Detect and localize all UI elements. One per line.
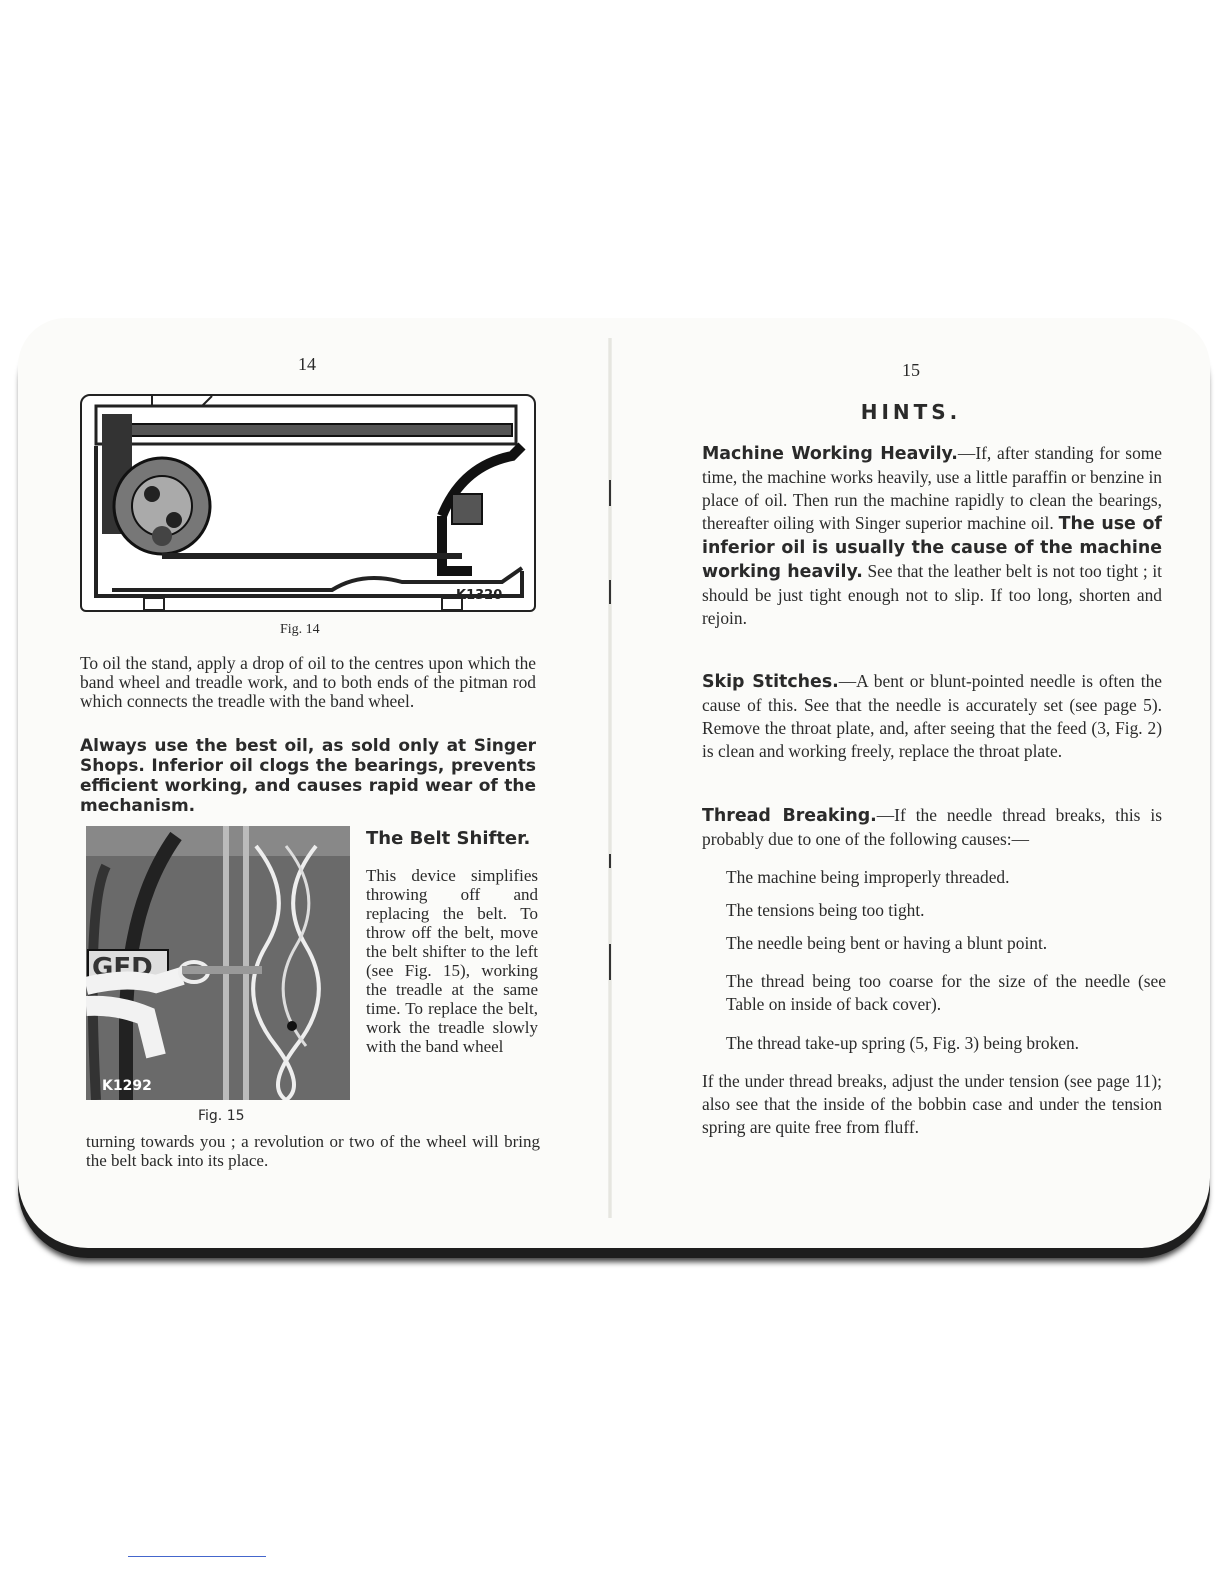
belt-shifter-photo [86, 826, 350, 1100]
figure-15-code: K1292 [102, 1078, 152, 1094]
left-page [18, 318, 608, 1248]
cause-item: The tensions being too tight. [726, 900, 925, 920]
page-number: 15 [902, 360, 920, 380]
machine-working-heavily-section [702, 442, 1162, 630]
gutter-mark [609, 854, 611, 868]
cause-item: The thread take-up spring (5, Fig. 3) being broken. [726, 1033, 1080, 1053]
hints-title: HINTS. [860, 400, 962, 424]
section-text: —If, after standing for some time, the machine works heavily, use a little paraffin or benzine in place of oil. Then run the machine rapidly to clean the bearings, thereafter oiling with Singer superior machine oil. [702, 443, 1163, 533]
open-booklet [18, 318, 1210, 1248]
thread-breaking-section [702, 804, 1162, 851]
cause-item: The thread being too coarse for the size of the needle (see Table on inside of back cover). [726, 971, 1166, 1014]
section-emphasis: The use of inferior oil is usually the cause of the machine working heavily. [702, 514, 1162, 582]
belt-shifter-text: This device simplifies throwing off and replacing the belt. To throw off the belt, move the belt shifter to the left (see Fig. 15), working the treadle at the same time. To replace the belt, work the treadle slowly with the band wheel [366, 866, 538, 1056]
page-number: 14 [298, 354, 316, 374]
gutter-mark [609, 480, 611, 506]
section-heading: Thread Breaking. [702, 806, 877, 826]
skip-stitches-section [702, 670, 1162, 763]
section-text: —If the needle thread breaks, this is probably due to one of the following causes:— [702, 805, 1162, 849]
gutter-mark [609, 944, 611, 980]
figure-15-belt-shifter [86, 826, 350, 1100]
treadle-stand-illustration [82, 396, 534, 610]
gutter-mark [609, 580, 611, 604]
figure-14-code: K1320 [456, 588, 503, 603]
oil-stand-paragraph: To oil the stand, apply a drop of oil to the centres upon which the band wheel and treadle work, and to both ends of the pitman rod which connects the treadle with the band wheel. [80, 653, 536, 711]
oil-warning: Always use the best oil, as sold only at Singer Shops. Inferior oil clogs the bearings, prevents efficient working, and causes rapid wear of the mechanism. [80, 736, 536, 816]
figure-14-caption: Fig. 14 [280, 622, 320, 637]
svg-text:GED: GED [92, 953, 153, 983]
figure-14-treadle-stand [80, 394, 536, 612]
cause-item: The machine being improperly threaded. [726, 867, 1010, 887]
under-thread-paragraph: If the under thread breaks, adjust the under tension (see page 11); also see that the inside of the bobbin case and under the tension spring are quite free from fluff. [702, 1071, 1162, 1137]
section-heading: Skip Stitches. [702, 672, 839, 692]
section-text: See that the leather belt is not too tight ; it should be just tight enough not to slip. If too long, shorten and rejoin. [702, 561, 1163, 628]
cause-item: The needle being bent or having a blunt point. [726, 933, 1048, 953]
section-text: —A bent or blunt-pointed needle is often the cause of this. See that the needle is accurately set (see page 5). Remove the throat plate, and, after seeing that the feed (3, Fig. 2) is clean and working freely, replace the throat plate. [702, 671, 1162, 761]
belt-shifter-heading: The Belt Shifter. [366, 828, 531, 849]
bottom-rule [128, 1556, 266, 1557]
belt-shifter-text-continued: turning towards you ; a revolution or two of the wheel will bring the belt back into its place. [86, 1132, 540, 1170]
figure-15-caption: Fig. 15 [198, 1108, 245, 1124]
section-heading: Machine Working Heavily. [702, 444, 958, 464]
right-page [612, 318, 1210, 1248]
